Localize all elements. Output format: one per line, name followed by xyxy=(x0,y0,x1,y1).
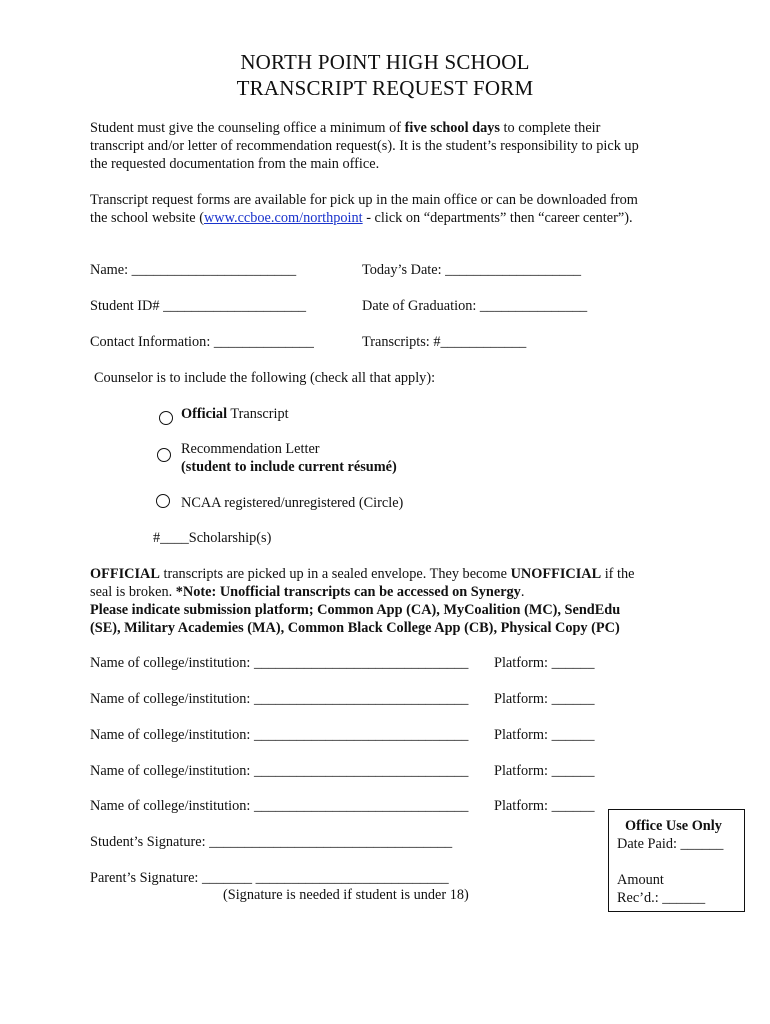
parent-signature-note: (Signature is needed if student is under 18) xyxy=(223,887,469,903)
amount-received-field[interactable]: Rec’d.: ______ xyxy=(617,890,706,906)
platform-instruction-line-1: Please indicate submission platform; Common App (CA), MyCoalition (MC), SendEdu xyxy=(90,602,621,618)
platform-field[interactable]: Platform: ______ xyxy=(494,655,595,671)
official-transcript-label xyxy=(181,405,289,423)
contact-information-field[interactable]: Contact Information: ______________ xyxy=(90,334,314,350)
notice-text: transcripts are picked up in a sealed envelope. They become xyxy=(159,566,511,582)
notice-text: . xyxy=(520,584,525,600)
parent-signature-field[interactable]: Parent’s Signature: _______ ___________________________ xyxy=(90,870,449,886)
recommendation-letter-radio[interactable] xyxy=(157,448,171,462)
notice-text: if the xyxy=(601,566,635,582)
office-use-heading: Office Use Only xyxy=(625,818,722,834)
notice-text: seal is broken. xyxy=(90,584,176,600)
official-emphasis: OFFICIAL xyxy=(90,566,160,582)
school-name: NORTH POINT HIGH SCHOOL xyxy=(240,50,530,74)
download-line-2 xyxy=(90,209,690,227)
amount-label: Amount xyxy=(617,872,664,888)
todays-date-field[interactable]: Today’s Date: ___________________ xyxy=(362,262,581,278)
recommendation-letter-label: Recommendation Letter xyxy=(181,441,320,457)
ncaa-radio[interactable] xyxy=(156,494,170,508)
transcripts-count-field[interactable]: Transcripts: #____________ xyxy=(362,334,527,350)
notice-line-1 xyxy=(90,565,710,583)
college-name-field[interactable]: Name of college/institution: ______________________________ xyxy=(90,691,469,707)
download-text: the school website ( xyxy=(90,210,204,226)
platform-field[interactable]: Platform: ______ xyxy=(494,763,595,779)
official-transcript-radio[interactable] xyxy=(159,411,173,425)
office-use-box xyxy=(608,809,745,912)
college-name-field[interactable]: Name of college/institution: ______________________________ xyxy=(90,763,469,779)
date-paid-field[interactable]: Date Paid: ______ xyxy=(617,836,724,852)
college-name-field[interactable]: Name of college/institution: ______________________________ xyxy=(90,727,469,743)
counselor-instruction: Counselor is to include the following (check all that apply): xyxy=(94,370,436,386)
college-name-field[interactable]: Name of college/institution: ______________________________ xyxy=(90,798,469,814)
platform-field[interactable]: Platform: ______ xyxy=(494,798,595,814)
official-notice xyxy=(90,565,710,637)
synergy-note: *Note: Unofficial transcripts can be accessed on Synergy xyxy=(175,584,521,600)
intro-paragraph xyxy=(90,119,690,173)
five-school-days: five school days xyxy=(404,120,500,136)
ncaa-label: NCAA registered/unregistered (Circle) xyxy=(181,495,404,511)
platform-field[interactable]: Platform: ______ xyxy=(494,727,595,743)
transcript-word: Transcript xyxy=(227,406,289,422)
scholarship-field[interactable]: #____Scholarship(s) xyxy=(153,530,272,546)
notice-line-2 xyxy=(90,583,710,601)
official-word: Official xyxy=(181,406,228,422)
intro-line-3: the requested documentation from the main office. xyxy=(90,156,380,172)
school-website-link[interactable]: www.ccboe.com/northpoint xyxy=(203,210,363,226)
unofficial-emphasis: UNOFFICIAL xyxy=(510,566,602,582)
intro-text: to complete their xyxy=(499,120,601,136)
platform-field[interactable]: Platform: ______ xyxy=(494,691,595,707)
recommendation-note: (student to include current résumé) xyxy=(181,459,397,475)
intro-line-1 xyxy=(90,119,690,137)
graduation-date-field[interactable]: Date of Graduation: _______________ xyxy=(362,298,588,314)
download-line-1: Transcript request forms are available for pick up in the main office or can be downloaded from xyxy=(90,192,638,208)
download-paragraph xyxy=(90,191,690,227)
student-signature-field[interactable]: Student’s Signature: __________________________________ xyxy=(90,834,453,850)
student-id-field[interactable]: Student ID# ____________________ xyxy=(90,298,307,314)
intro-text: Student must give the counseling office a minimum of xyxy=(90,120,405,136)
college-name-field[interactable]: Name of college/institution: ______________________________ xyxy=(90,655,469,671)
intro-line-2: transcript and/or letter of recommendation request(s). It is the student’s responsibility to pick up xyxy=(90,138,639,154)
form-title: TRANSCRIPT REQUEST FORM xyxy=(236,76,534,100)
name-field[interactable]: Name: _______________________ xyxy=(90,262,297,278)
download-text: - click on “departments” then “career center”). xyxy=(362,210,633,226)
platform-instruction-line-2: (SE), Military Academies (MA), Common Black College App (CB), Physical Copy (PC) xyxy=(90,620,620,636)
